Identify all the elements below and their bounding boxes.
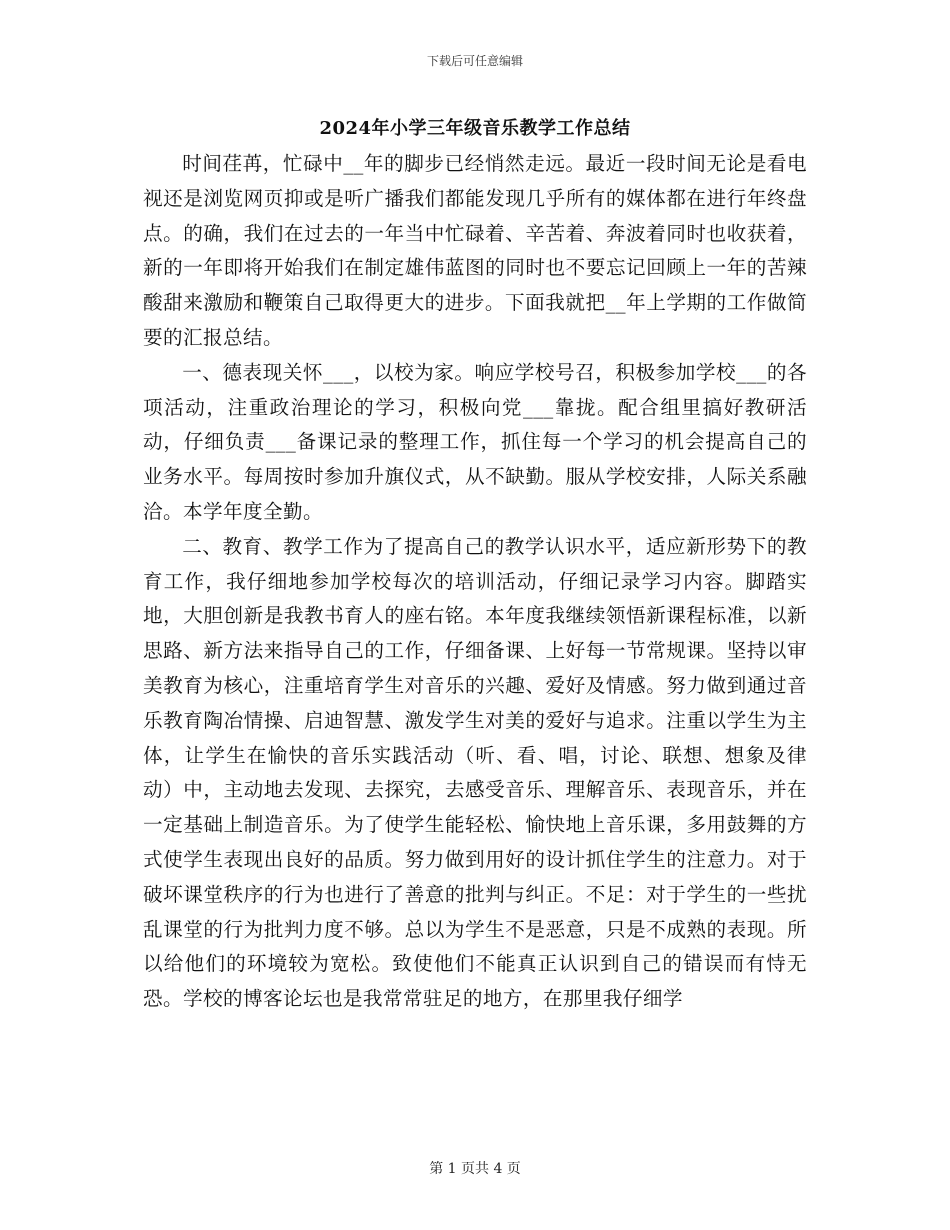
- paragraph-section-one: 一、德表现关怀___，以校为家。响应学校号召，积极参加学校___的各项活动，注重政治理论的学习，积极向党___靠拢。配合组里搞好教研活动，仔细负责___备课记录的整理工作，抓住每一个学习的机会提高自己的业务水平。每周按时参加升旗仪式，从不缺勤。服从学校安排，人际关系融洽。本学年度全勤。: [143, 360, 807, 523]
- document-body: [143, 147, 807, 1017]
- paragraph-intro: 时间荏苒，忙碌中__年的脚步已经悄然走远。最近一段时间无论是看电视还是浏览网页抑或是听广播我们都能发现几乎所有的媒体都在进行年终盘点。的确，我们在过去的一年当中忙碌着、辛苦着、奔波着同时也收获着，新的一年即将开始我们在制定雄伟蓝图的同时也不要忘记回顾上一年的苦辣酸甜来激励和鞭策自己取得更大的进步。下面我就把__年上学期的工作做简要的汇报总结。: [143, 152, 807, 349]
- paragraph-section-two: 二、教育、教学工作为了提高自己的教学认识水平，适应新形势下的教育工作，我仔细地参加学校每次的培训活动，仔细记录学习内容。脚踏实地，大胆创新是我教书育人的座右铭。本年度我继续领悟新课程标准，以新思路、新方法来指导自己的工作，仔细备课、上好每一节常规课。坚持以审美教育为核心，注重培育学生对音乐的兴趣、爱好及情感。努力做到通过音乐教育陶冶情操、启迪智慧、激发学生对美的爱好与追求。注重以学生为主体，让学生在愉快的音乐实践活动（听、看、唱，讨论、联想、想象及律动）中，主动地去发现、去探究，去感受音乐、理解音乐、表现音乐，并在一定基础上制造音乐。为了使学生能轻松、愉快地上音乐课，多用鼓舞的方式使学生表现出良好的品质。努力做到用好的设计抓住学生的注意力。对于破坏课堂秩序的行为也进行了善意的批判与纠正。不足：对于学生的一些扰乱课堂的行为批判力度不够。总以为学生不是恶意，只是不成熟的表现。所以给他们的环境较为宽松。致使他们不能真正认识到自己的错误而有恃无恐。学校的博客论坛也是我常常驻足的地方，在那里我仔细学: [143, 534, 807, 1011]
- header-note: 下载后可任意编辑: [426, 54, 523, 68]
- page-number: 第 1 页共 4 页: [429, 1161, 521, 1177]
- document-title: 2024年小学三年级音乐教学工作总结: [319, 118, 631, 139]
